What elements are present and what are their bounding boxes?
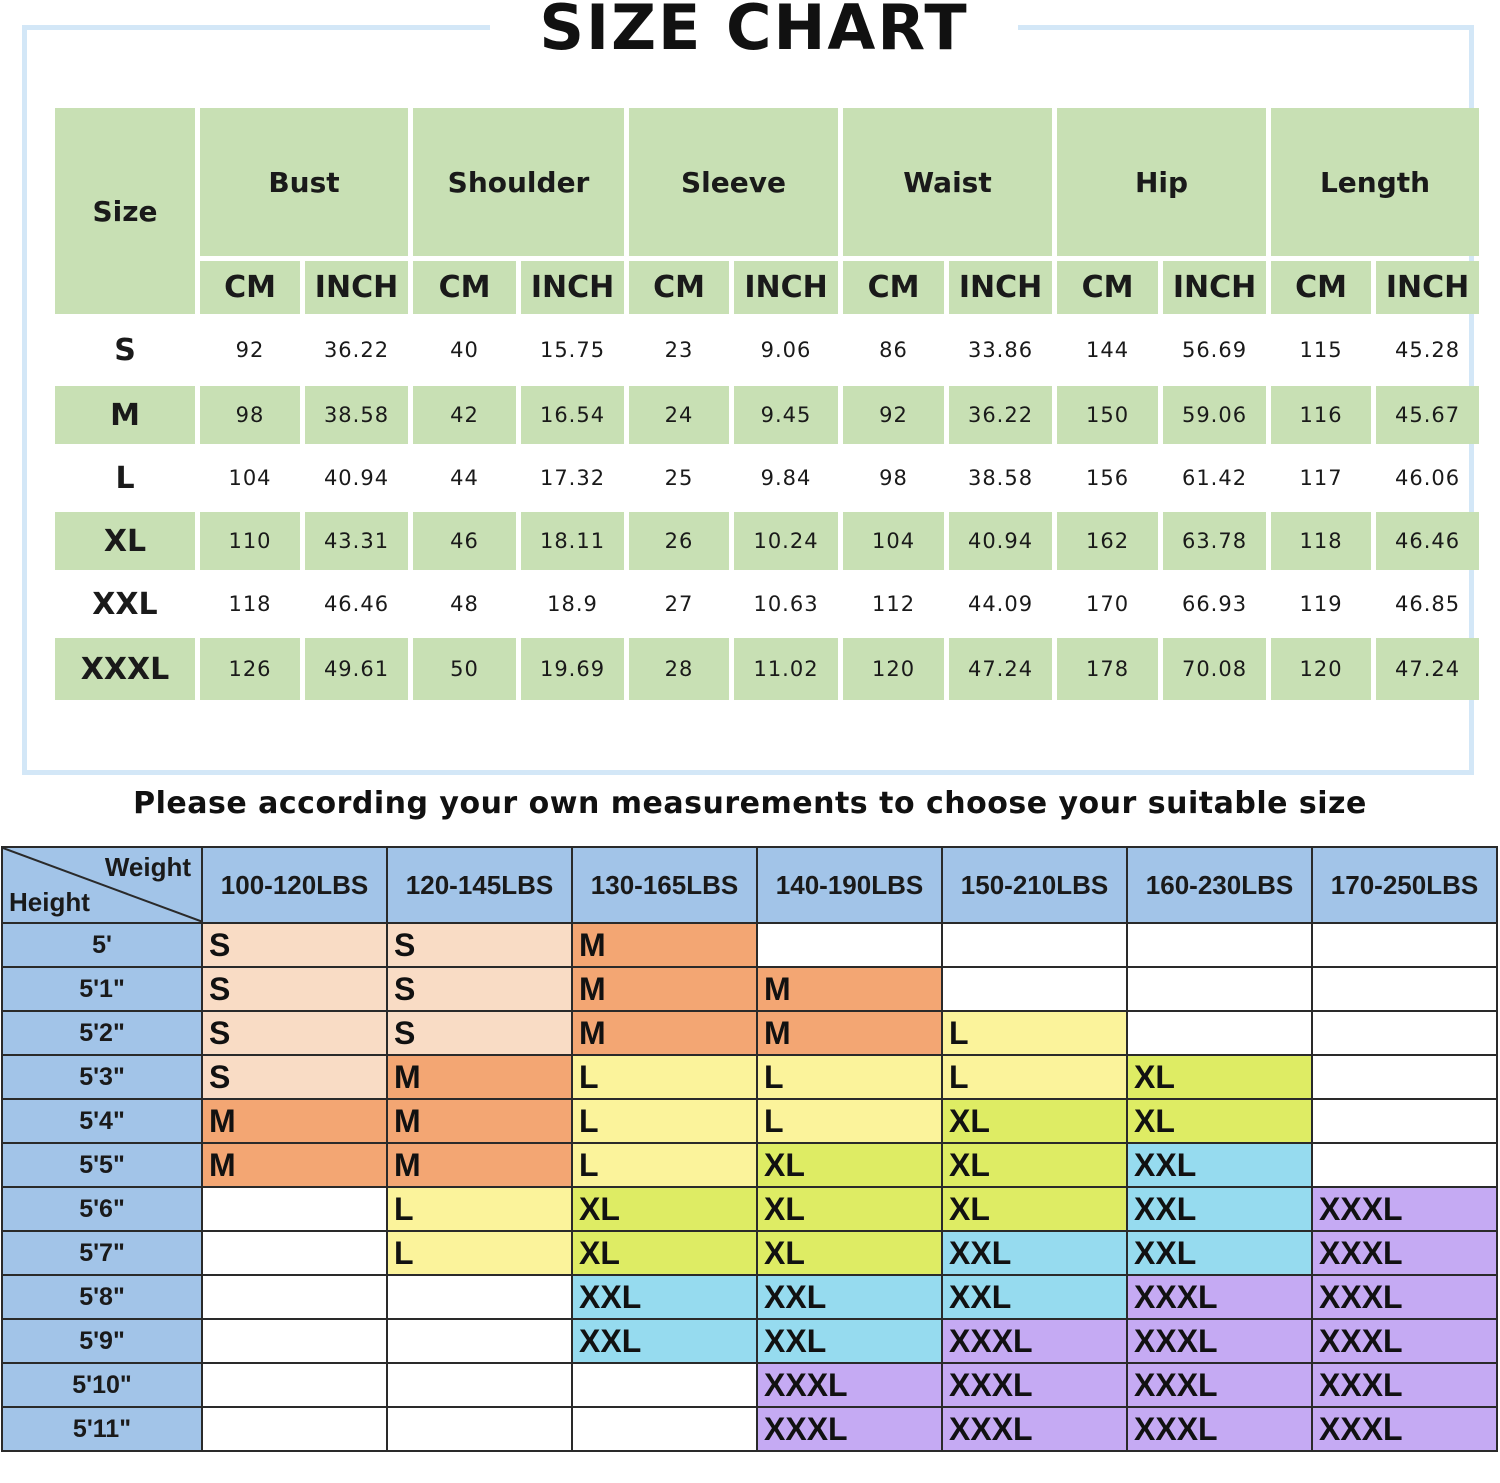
measurement-value: 16.54 [521, 386, 624, 444]
measurement-value: 117 [1299, 466, 1343, 490]
table-row [55, 638, 1479, 700]
measurement-value: 45.67 [1376, 386, 1479, 444]
measurement-value: 49.61 [305, 638, 408, 700]
measurement-value: 92 [843, 386, 944, 444]
measurement-value: 59.06 [1163, 386, 1266, 444]
recommended-size-cell: S [202, 1011, 387, 1055]
measurement-value: 118 [228, 592, 272, 616]
empty-cell [942, 967, 1127, 1011]
measurement-value: 36.22 [323, 338, 390, 362]
measurement-value: 9.06 [760, 338, 812, 362]
recommended-size-cell: XXXL [1127, 1319, 1312, 1363]
table-row [55, 319, 1479, 381]
recommended-size-cell: L [757, 1055, 942, 1099]
measurement-value: 42 [413, 386, 516, 444]
table-row [2, 1143, 1497, 1187]
measurement-value: 27 [664, 592, 694, 616]
empty-cell [202, 1231, 387, 1275]
empty-cell [387, 1319, 572, 1363]
empty-cell [1312, 967, 1497, 1011]
size-label: XL [55, 512, 195, 570]
recommended-size-cell: M [387, 1099, 572, 1143]
height-axis-label: Height [9, 887, 90, 917]
height-label: 5'10" [2, 1363, 202, 1407]
measurement-group-header: Waist [843, 108, 1052, 256]
table-row [2, 1275, 1497, 1319]
recommended-size-cell: XXXL [942, 1319, 1127, 1363]
measurement-value: 119 [1299, 592, 1343, 616]
weight-range-header: 130-165LBS [572, 847, 757, 923]
recommended-size-cell: S [202, 923, 387, 967]
measurement-value: 36.22 [949, 386, 1052, 444]
empty-cell [572, 1363, 757, 1407]
table-row [2, 1363, 1497, 1407]
measurement-value: 46.06 [1394, 466, 1461, 490]
measurement-value: 48 [450, 592, 479, 616]
weight-axis-label: Weight [104, 852, 191, 882]
measurement-value: 18.11 [521, 512, 624, 570]
recommended-size-cell: S [387, 923, 572, 967]
table-row [2, 923, 1497, 967]
height-label: 5'1" [2, 967, 202, 1011]
measurement-value: 115 [1299, 338, 1343, 362]
unit-header: CM [413, 261, 516, 314]
recommended-size-cell: XXXL [942, 1363, 1127, 1407]
recommended-size-cell: S [202, 967, 387, 1011]
recommended-size-cell: M [757, 967, 942, 1011]
table-row [2, 1319, 1497, 1363]
measurement-value: 38.58 [967, 466, 1034, 490]
measurement-value: 170 [1085, 592, 1130, 616]
size-column-header: Size [55, 108, 195, 314]
recommended-size-cell: XXXL [1312, 1407, 1497, 1451]
recommended-size-cell: XL [1127, 1099, 1312, 1143]
recommended-size-cell: XXXL [1312, 1275, 1497, 1319]
size-label: L [115, 460, 135, 496]
recommended-size-cell: XL [757, 1143, 942, 1187]
measurement-value: 33.86 [967, 338, 1034, 362]
measurement-value: 98 [200, 386, 300, 444]
recommended-size-cell: L [757, 1099, 942, 1143]
unit-header: CM [843, 261, 944, 314]
recommended-size-cell: S [387, 967, 572, 1011]
recommended-size-cell: M [572, 1011, 757, 1055]
page-title: SIZE CHART [539, 0, 969, 64]
recommended-size-cell: L [572, 1143, 757, 1187]
recommended-size-cell: L [572, 1099, 757, 1143]
measurement-value: 86 [879, 338, 908, 362]
table-row [55, 512, 1479, 570]
empty-cell [1312, 1055, 1497, 1099]
unit-header: CM [629, 261, 729, 314]
measurement-value: 17.32 [539, 466, 606, 490]
recommended-size-cell: XL [1127, 1055, 1312, 1099]
recommended-size-cell: M [202, 1099, 387, 1143]
empty-cell [202, 1187, 387, 1231]
size-label: XXXL [55, 638, 195, 700]
measurement-value: 110 [200, 512, 300, 570]
measurement-group-header: Length [1271, 108, 1479, 256]
measurement-value: 144 [1085, 338, 1130, 362]
weight-range-header: 120-145LBS [387, 847, 572, 923]
size-header-row [55, 108, 1479, 256]
measurement-group-header: Hip [1057, 108, 1266, 256]
recommended-size-cell: M [387, 1143, 572, 1187]
recommended-size-cell: XXXL [1312, 1363, 1497, 1407]
measurement-value: 26 [629, 512, 729, 570]
recommended-size-cell: M [202, 1143, 387, 1187]
measurement-value: 44.09 [967, 592, 1034, 616]
table-row [55, 449, 1479, 507]
height-label: 5'5" [2, 1143, 202, 1187]
measurement-value: 45.28 [1394, 338, 1461, 362]
size-label: S [114, 332, 136, 368]
measurement-value: 46.85 [1394, 592, 1461, 616]
measurement-value: 40.94 [949, 512, 1052, 570]
recommended-size-cell: XXXL [942, 1407, 1127, 1451]
empty-cell [942, 923, 1127, 967]
recommended-size-cell: XXL [757, 1319, 942, 1363]
recommended-size-cell: XXXL [1127, 1363, 1312, 1407]
measurement-value: 38.58 [305, 386, 408, 444]
size-label: M [55, 386, 195, 444]
recommended-size-cell: XL [942, 1099, 1127, 1143]
empty-cell [387, 1407, 572, 1451]
measurement-value: 19.69 [521, 638, 624, 700]
recommended-size-cell: XXL [1127, 1231, 1312, 1275]
measurement-value: 120 [1271, 638, 1371, 700]
measurement-value: 18.9 [547, 592, 598, 616]
measurement-value: 24 [629, 386, 729, 444]
unit-header: CM [200, 261, 300, 314]
measurement-note: Please according your own measurements to choose your suitable size [133, 786, 1367, 821]
recommended-size-cell: XXXL [1127, 1407, 1312, 1451]
weight-range-header: 160-230LBS [1127, 847, 1312, 923]
measurement-value: 120 [843, 638, 944, 700]
empty-cell [1312, 1011, 1497, 1055]
recommended-size-cell: XXL [1127, 1187, 1312, 1231]
recommended-size-cell: XXXL [757, 1407, 942, 1451]
measurement-value: 28 [629, 638, 729, 700]
height-label: 5' [2, 923, 202, 967]
empty-cell [202, 1319, 387, 1363]
recommended-size-cell: L [387, 1187, 572, 1231]
measurement-value: 162 [1057, 512, 1158, 570]
measurement-value: 46 [413, 512, 516, 570]
measurement-value: 10.24 [734, 512, 838, 570]
recommended-size-cell: M [387, 1055, 572, 1099]
empty-cell [1312, 1143, 1497, 1187]
table-row [55, 575, 1479, 633]
measurement-value: 25 [664, 466, 694, 490]
unit-header-row [55, 261, 1479, 314]
table-row [55, 386, 1479, 444]
measurement-value: 178 [1057, 638, 1158, 700]
measurement-value: 40 [450, 338, 479, 362]
height-weight-table [1, 846, 1498, 1452]
empty-cell [1127, 923, 1312, 967]
empty-cell [387, 1363, 572, 1407]
recommended-size-cell: XXL [942, 1275, 1127, 1319]
recommended-size-cell: XXL [572, 1275, 757, 1319]
measurement-value: 9.84 [760, 466, 812, 490]
recommended-size-cell: XXXL [757, 1363, 942, 1407]
measurement-value: 40.94 [323, 466, 390, 490]
measurement-value: 9.45 [734, 386, 838, 444]
measurement-value: 61.42 [1181, 466, 1248, 490]
measurement-value: 44 [450, 466, 479, 490]
empty-cell [1312, 1099, 1497, 1143]
measurement-value: 66.93 [1181, 592, 1248, 616]
measurement-value: 104 [843, 512, 944, 570]
measurement-value: 112 [871, 592, 916, 616]
height-label: 5'9" [2, 1319, 202, 1363]
recommended-size-cell: XXL [572, 1319, 757, 1363]
recommended-size-cell: XL [572, 1187, 757, 1231]
unit-header: INCH [305, 261, 408, 314]
recommended-size-cell: XXL [757, 1275, 942, 1319]
recommended-size-cell: XXXL [1312, 1231, 1497, 1275]
height-weight-table-body [2, 847, 1497, 1451]
recommended-size-cell: M [572, 967, 757, 1011]
table-row [2, 1099, 1497, 1143]
measurement-value: 11.02 [734, 638, 838, 700]
table-row [2, 1407, 1497, 1451]
measurement-value: 156 [1085, 466, 1130, 490]
height-label: 5'11" [2, 1407, 202, 1451]
empty-cell [757, 923, 942, 967]
table-row [2, 967, 1497, 1011]
recommended-size-cell: M [757, 1011, 942, 1055]
size-label: XXL [92, 586, 158, 622]
recommended-size-cell: M [572, 923, 757, 967]
height-weight-corner [2, 847, 202, 923]
recommended-size-cell: XXXL [1127, 1275, 1312, 1319]
unit-header: INCH [949, 261, 1052, 314]
measurement-value: 98 [879, 466, 908, 490]
frame-top-border-left [22, 25, 490, 30]
measurement-value: 126 [200, 638, 300, 700]
unit-header: INCH [734, 261, 838, 314]
empty-cell [387, 1275, 572, 1319]
frame-top-border-right [1018, 25, 1474, 30]
height-label: 5'7" [2, 1231, 202, 1275]
recommended-size-cell: XXL [942, 1231, 1127, 1275]
measurement-value: 46.46 [1376, 512, 1479, 570]
unit-header: INCH [1163, 261, 1266, 314]
empty-cell [1312, 923, 1497, 967]
empty-cell [1127, 967, 1312, 1011]
measurement-value: 46.46 [323, 592, 390, 616]
measurement-value: 43.31 [305, 512, 408, 570]
weight-range-header: 170-250LBS [1312, 847, 1497, 923]
height-label: 5'6" [2, 1187, 202, 1231]
table-row [2, 1055, 1497, 1099]
measurement-value: 63.78 [1163, 512, 1266, 570]
unit-header: INCH [1376, 261, 1479, 314]
measurement-value: 10.63 [753, 592, 819, 616]
recommended-size-cell: XL [572, 1231, 757, 1275]
measurement-group-header: Bust [200, 108, 408, 256]
recommended-size-cell: L [572, 1055, 757, 1099]
empty-cell [202, 1275, 387, 1319]
measurement-value: 50 [413, 638, 516, 700]
recommended-size-cell: L [942, 1055, 1127, 1099]
measurement-value: 56.69 [1181, 338, 1248, 362]
recommended-size-cell: S [387, 1011, 572, 1055]
recommended-size-cell: XL [757, 1231, 942, 1275]
measurement-value: 92 [235, 338, 265, 362]
unit-header: CM [1057, 261, 1158, 314]
measurement-value: 150 [1057, 386, 1158, 444]
size-measurement-table [50, 103, 1484, 705]
recommended-size-cell: XL [942, 1187, 1127, 1231]
height-label: 5'3" [2, 1055, 202, 1099]
measurement-value: 104 [228, 466, 272, 490]
empty-cell [572, 1407, 757, 1451]
measurement-value: 118 [1271, 512, 1371, 570]
measurement-group-header: Sleeve [629, 108, 838, 256]
measurement-value: 15.75 [539, 338, 606, 362]
height-label: 5'4" [2, 1099, 202, 1143]
recommended-size-cell: XXXL [1312, 1187, 1497, 1231]
measurement-value: 23 [664, 338, 694, 362]
empty-cell [202, 1407, 387, 1451]
measurement-value: 116 [1271, 386, 1371, 444]
recommended-size-cell: S [202, 1055, 387, 1099]
weight-range-header: 150-210LBS [942, 847, 1127, 923]
unit-header: INCH [521, 261, 624, 314]
empty-cell [202, 1363, 387, 1407]
recommended-size-cell: L [387, 1231, 572, 1275]
unit-header: CM [1271, 261, 1371, 314]
weight-range-header: 100-120LBS [202, 847, 387, 923]
recommended-size-cell: XXL [1127, 1143, 1312, 1187]
size-table-body [55, 108, 1479, 700]
recommended-size-cell: XL [757, 1187, 942, 1231]
recommended-size-cell: XXXL [1312, 1319, 1497, 1363]
table-row [2, 1011, 1497, 1055]
height-label: 5'2" [2, 1011, 202, 1055]
recommended-size-cell: L [942, 1011, 1127, 1055]
recommended-size-cell: XL [942, 1143, 1127, 1187]
weight-range-header: 140-190LBS [757, 847, 942, 923]
empty-cell [1127, 1011, 1312, 1055]
measurement-value: 47.24 [1376, 638, 1479, 700]
table-row [2, 1187, 1497, 1231]
measurement-value: 70.08 [1163, 638, 1266, 700]
weight-header-row [2, 847, 1497, 923]
measurement-group-header: Shoulder [413, 108, 624, 256]
height-label: 5'8" [2, 1275, 202, 1319]
measurement-value: 47.24 [949, 638, 1052, 700]
table-row [2, 1231, 1497, 1275]
